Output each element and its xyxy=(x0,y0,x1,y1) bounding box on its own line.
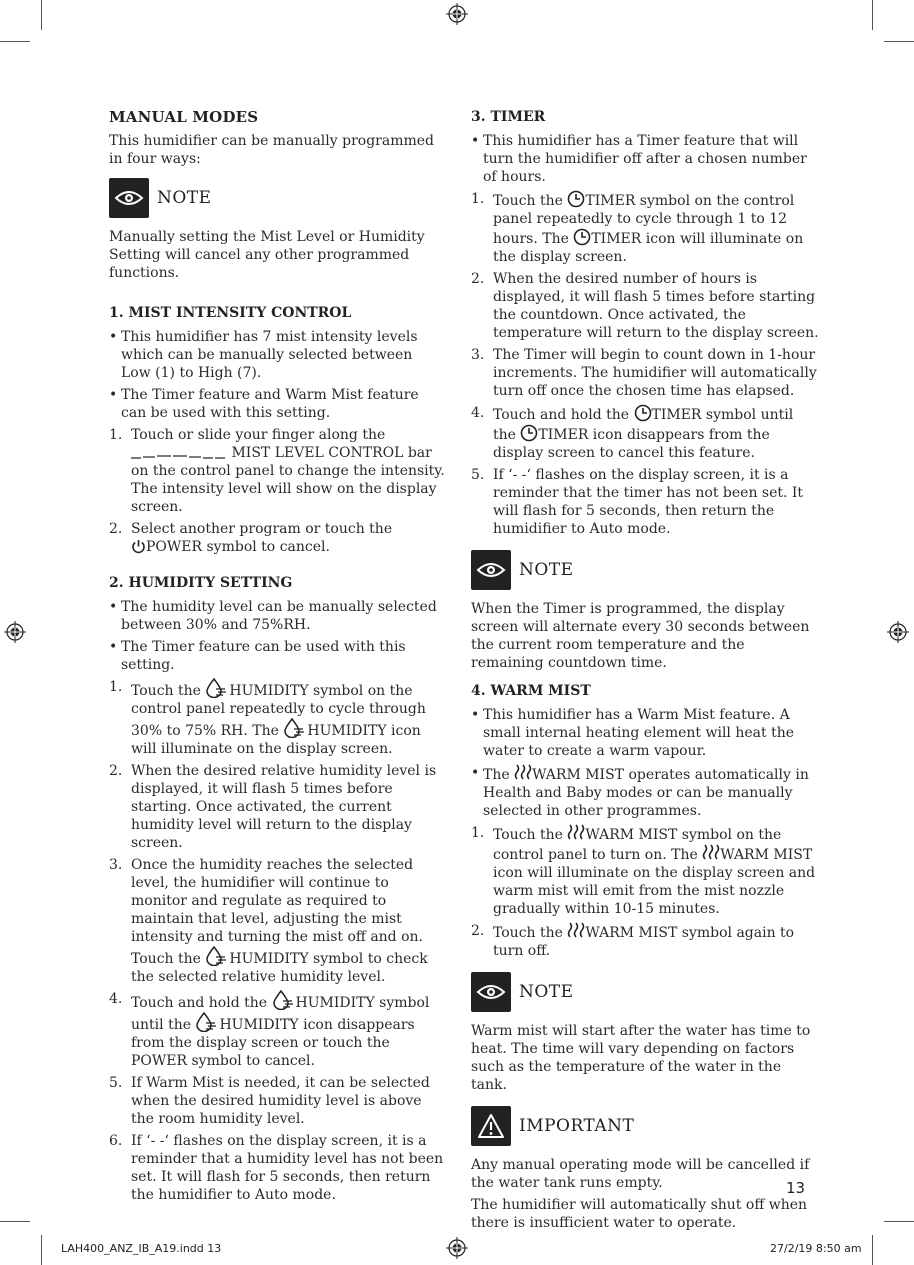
humidity-bullets xyxy=(109,598,445,674)
crop-mark xyxy=(872,1235,873,1265)
list-item: • The WARM MIST operates automatically in Health and Baby modes or can be manually selected in other programmes. xyxy=(471,764,819,820)
humidity-heading: 2. HUMIDITY SETTING xyxy=(109,575,293,591)
note-callout xyxy=(471,550,819,590)
mist-steps xyxy=(109,426,445,556)
note-callout xyxy=(471,972,819,1012)
warm-mist-steps xyxy=(471,824,819,960)
intro-text: This humidifier can be manually programmed in four ways: xyxy=(109,133,435,167)
list-item: • This humidifier has 7 mist intensity levels which can be manually selected between Low (1) to High (7). xyxy=(109,328,445,382)
list-item: • The humidity level can be manually selected between 30% and 75%RH. xyxy=(109,598,445,634)
list-item: 3. The Timer will begin to count down in 1-hour increments. The humidifier will automatically turn off once the chosen time has elapsed. xyxy=(471,347,817,399)
list-item: 2. When the desired relative humidity level is displayed, it will flash 5 times before starting. Once activated, the current humidity level will return to the display screen. xyxy=(109,763,437,851)
registration-mark-icon xyxy=(446,1237,468,1259)
warm-mist-icon xyxy=(567,922,585,940)
timer-steps xyxy=(471,190,819,538)
section-title: MANUAL MODES xyxy=(109,108,259,126)
note-label: NOTE xyxy=(519,560,574,580)
footer-file: LAH400_ANZ_IB_A19.indd 13 xyxy=(61,1242,222,1255)
mist-level-bar-icon xyxy=(131,450,227,460)
eye-icon xyxy=(109,178,149,218)
note-label: NOTE xyxy=(157,188,212,208)
list-item: 4. Touch and hold the HUMIDITY symbol until the HUMIDITY icon disappears from the display screen or touch the POWER symbol to cancel. xyxy=(109,991,430,1069)
humidity-icon xyxy=(272,990,296,1010)
important-text: Any manual operating mode will be cancelled if the water tank runs empty. xyxy=(471,1157,810,1191)
humidity-icon xyxy=(195,1012,219,1032)
note-label: NOTE xyxy=(519,982,574,1002)
list-item: 2. Select another program or touch the POWER symbol to cancel. xyxy=(109,521,393,555)
list-item: 1. Touch the TIMER symbol on the control panel repeatedly to cycle through 1 to 12 hours. The TIMER icon will illuminate on the display screen. xyxy=(471,191,804,265)
important-label: IMPORTANT xyxy=(519,1116,635,1136)
registration-mark-icon xyxy=(4,621,26,643)
timer-heading: 3. TIMER xyxy=(471,109,546,125)
crop-mark xyxy=(884,1221,914,1222)
right-column xyxy=(471,108,819,1232)
eye-icon xyxy=(471,550,511,590)
list-item: • The Timer feature and Warm Mist feature can be used with this setting. xyxy=(109,386,445,422)
list-item: 5. If Warm Mist is needed, it can be selected when the desired humidity level is above the room humidity level. xyxy=(109,1075,430,1127)
mist-bullets xyxy=(109,328,445,422)
registration-mark-icon xyxy=(446,3,468,25)
list-item: • The Timer feature can be used with this setting. xyxy=(109,638,445,674)
list-item: 1. Touch the WARM MIST symbol on the control panel to turn on. The WARM MIST icon will illuminate on the display screen and warm mist will emit from the mist nozzle gradually within 10-15 minutes. xyxy=(471,825,816,917)
timer-bullets xyxy=(471,132,819,186)
note-text: Warm mist will start after the water has time to heat. The time will vary depending on factors such as the temperature of the water in the tank. xyxy=(471,1023,811,1093)
warm-mist-icon xyxy=(702,844,720,862)
left-column xyxy=(109,108,445,1208)
humidity-icon xyxy=(283,718,307,738)
list-item: 1. Touch or slide your finger along the MIST LEVEL CONTROL bar on the control panel to change the intensity. The intensity level will show on the display screen. xyxy=(109,427,445,515)
footer-datetime: 27/2/19 8:50 am xyxy=(770,1242,862,1255)
warning-icon xyxy=(471,1106,511,1146)
list-item: 1. Touch the HUMIDITY symbol on the control panel repeatedly to cycle through 30% to 75% RH. The HUMIDITY icon will illuminate on the display screen. xyxy=(109,679,426,757)
clock-icon xyxy=(567,190,585,208)
crop-mark xyxy=(884,41,914,42)
clock-icon xyxy=(520,424,538,442)
crop-mark xyxy=(41,1235,42,1265)
clock-icon xyxy=(634,404,652,422)
clock-icon xyxy=(573,228,591,246)
humidity-steps xyxy=(109,678,445,1204)
humidity-icon xyxy=(205,678,229,698)
crop-mark xyxy=(872,0,873,30)
warm-mist-heading: 4. WARM MIST xyxy=(471,683,591,699)
important-callout xyxy=(471,1106,819,1146)
note-text: When the Timer is programmed, the display screen will alternate every 30 seconds between the current room temperature and the remaining countdown time. xyxy=(471,601,810,671)
crop-mark xyxy=(0,1221,30,1222)
warm-mist-bullets xyxy=(471,706,819,820)
humidity-icon xyxy=(205,946,229,966)
list-item: 4. Touch and hold the TIMER symbol until the TIMER icon disappears from the display screen to cancel this feature. xyxy=(471,405,794,461)
list-item: • This humidifier has a Timer feature that will turn the humidifier off after a chosen number of hours. xyxy=(471,132,819,186)
list-item: 6. If ‘- -‘ flashes on the display screen, it is a reminder that a humidity level has not been set. It will flash for 5 seconds, then return the humidifier to Auto mode. xyxy=(109,1133,444,1203)
crop-mark xyxy=(0,41,30,42)
eye-icon xyxy=(471,972,511,1012)
power-icon xyxy=(131,539,146,554)
warm-mist-icon xyxy=(514,764,532,782)
page-number: 13 xyxy=(786,1179,806,1197)
list-item: • This humidifier has a Warm Mist feature. A small internal heating element will heat the water to create a warm vapour. xyxy=(471,706,819,760)
registration-mark-icon xyxy=(887,621,909,643)
list-item: 2. When the desired number of hours is displayed, it will flash 5 times before starting the countdown. Once activated, the temperature will return to the display screen. xyxy=(471,271,819,341)
list-item: 3. Once the humidity reaches the selected level, the humidifier will continue to monitor and regulate as required to maintain that level, adjusting the mist intensity and turning the mist off and on. Touch the HUMIDITY symbol to check the selected relative humidity level. xyxy=(109,857,428,985)
mist-heading: 1. MIST INTENSITY CONTROL xyxy=(109,305,352,321)
list-item: 2. Touch the WARM MIST symbol again to turn off. xyxy=(471,923,795,959)
crop-mark xyxy=(41,0,42,30)
note-text: Manually setting the Mist Level or Humidity Setting will cancel any other programmed functions. xyxy=(109,229,425,281)
warm-mist-icon xyxy=(567,824,585,842)
important-text: The humidifier will automatically shut off when there is insufficient water to operate. xyxy=(471,1197,808,1231)
list-item: 5. If ‘- -‘ flashes on the display screen, it is a reminder that the timer has not been set. It will flash for 5 seconds, then return the humidifier to Auto mode. xyxy=(471,467,804,537)
note-callout xyxy=(109,178,445,218)
